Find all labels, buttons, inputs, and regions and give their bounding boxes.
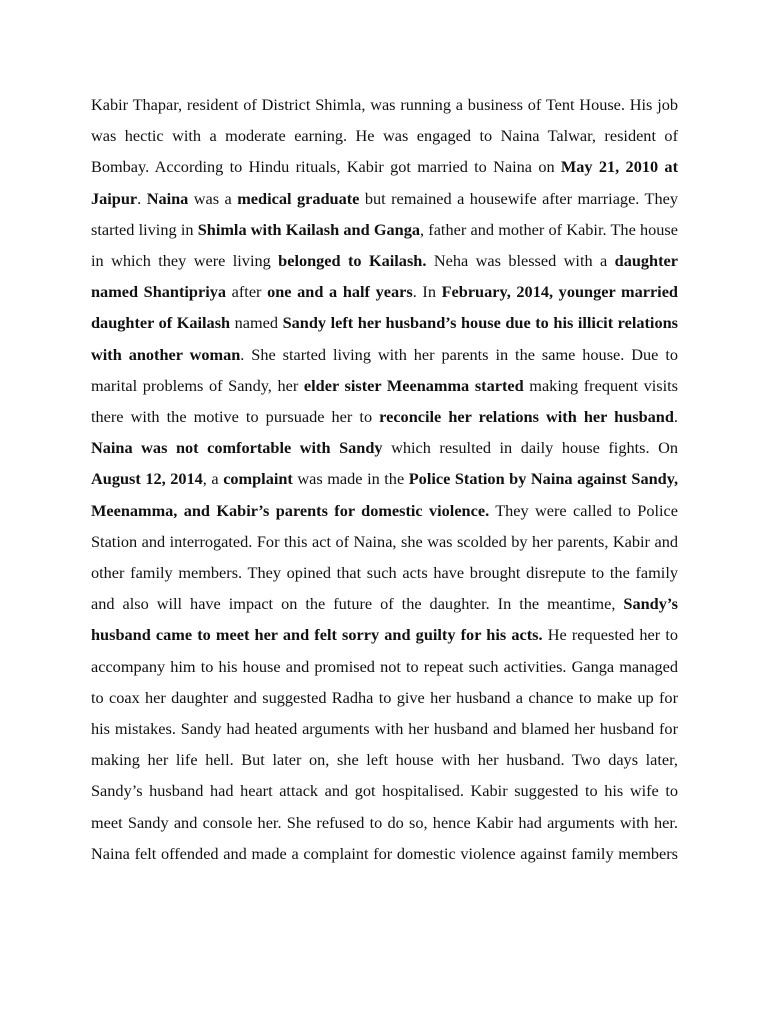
bold-text-run: Sandy’s husband came to meet her and felt sorry and guilty for his acts.: [91, 594, 678, 645]
bold-text-run: May 21, 2010 at Jaipur: [91, 157, 678, 208]
bold-text-run: one and a half years: [267, 282, 413, 302]
text-run: .: [673, 407, 678, 427]
text-run: .: [137, 188, 147, 208]
text-run: He requested her to accompany him to his house and promised not to repeat such activities. Ganga managed to coax her daughter and suggested Radha to give her husband a chance to make up for his mistakes. Sandy had heated arguments with her husband and blamed her husband for making her life hell. But later on, she left house with her husband. Two days later, Sandy’s husband had heart attack and got hospitalised. Kabir suggested to his wife to meet Sandy and console her. She refused to do so, hence Kabir had arguments with her. Naina felt offended and made a complaint for domestic violence against family members: [91, 625, 678, 863]
bold-text-run: Police Station by Naina against Sandy, Meenamma, and Kabir’s parents for domestic violence.: [91, 469, 679, 520]
text-run: . In: [412, 282, 442, 302]
bold-text-run: reconcile her relations with her husband: [379, 407, 674, 427]
text-run: was made in the: [292, 469, 409, 489]
bold-text-run: Naina: [146, 188, 189, 208]
text-run: , father and mother of Kabir. The house in which they were living: [91, 219, 678, 271]
bold-text-run: belonged to Kailash.: [278, 251, 427, 271]
bold-text-run: complaint: [223, 469, 293, 489]
text-run: Neha was blessed with a: [426, 251, 615, 271]
text-run: making frequent visits there with the motive to pursuade her to: [91, 375, 679, 427]
bold-text-run: Shimla with Kailash and Ganga: [197, 219, 420, 239]
bold-text-run: daughter named Shantipriya: [91, 251, 678, 302]
text-run: after: [226, 282, 268, 302]
bold-text-run: August 12, 2014: [91, 469, 203, 489]
bold-text-run: Naina was not comfortable with Sandy: [91, 438, 383, 458]
bold-text-run: medical graduate: [237, 188, 360, 208]
text-run: which resulted in daily house fights. On: [382, 438, 678, 458]
text-run: , a: [202, 469, 224, 489]
text-run: They were called to Police Station and interrogated. For this act of Naina, she was scolded by her parents, Kabir and other family members. They opined that such acts have brought disrepute to the family and also will have impact on the future of the daughter. In the meantime,: [91, 500, 678, 614]
bold-text-run: elder sister Meenamma started: [303, 375, 524, 395]
text-run: was a: [188, 188, 238, 208]
text-run: Kabir Thapar, resident of District Shimla, was running a business of Tent House. His job was hectic with a moderate earning. He was engaged to Naina Talwar, resident of Bombay. According to Hindu rituals, Kabir got married to Naina on: [91, 95, 678, 177]
text-run: named: [230, 313, 283, 333]
text-run: . She started living with her parents in the same house. Due to marital problems of Sandy, her: [91, 344, 678, 395]
text-run: but remained a housewife after marriage. They started living in: [91, 188, 678, 239]
bold-text-run: February, 2014, younger married daughter of Kailash: [91, 282, 678, 333]
case-facts-paragraph: [91, 89, 678, 869]
bold-text-run: Sandy left her husband’s house due to his illicit relations with another woman: [91, 313, 678, 364]
